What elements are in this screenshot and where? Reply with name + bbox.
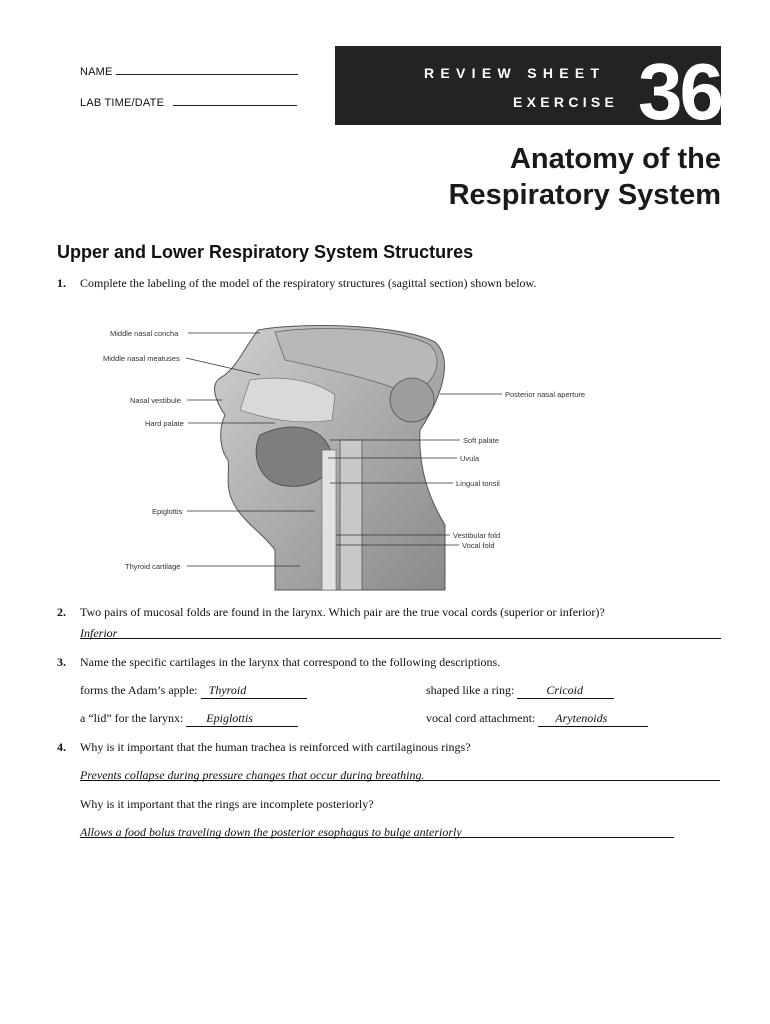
q3-item-ring: [426, 683, 614, 699]
q2-number: 2.: [57, 605, 66, 619]
tongue: [256, 427, 332, 486]
q3-number: 3.: [57, 655, 66, 669]
page-title-line2: Respiratory System: [448, 179, 721, 211]
label-posterior-nasal-aperture: Posterior nasal aperture: [505, 390, 586, 399]
q3-answer-line-adams-apple[interactable]: [201, 683, 307, 699]
q3-answer-vocal-cord: Arytenoids: [555, 711, 608, 725]
q4-answer2: Allows a food bolus traveling down the posterior esophagus to bulge anteriorly: [80, 825, 462, 839]
q4-text: Why is it important that the human trachea is reinforced with cartilaginous rings?: [80, 740, 471, 754]
review-sheet-banner: [335, 46, 721, 136]
name-label: NAME: [80, 66, 113, 78]
page-title-line1: Anatomy of the: [509, 143, 721, 175]
label-lingual-tonsil: Lingual tonsil: [456, 479, 500, 488]
cerebellum: [390, 378, 434, 422]
labtime-field[interactable]: [80, 95, 297, 109]
label-middle-nasal-concha: Middle nasal concha: [110, 329, 179, 338]
q3-answer-line-lid[interactable]: [186, 711, 298, 727]
spine: [340, 440, 362, 590]
label-thyroid-cartilage: Thyroid cartilage: [125, 562, 181, 571]
q4-text2: Why is it important that the rings are incomplete posteriorly?: [80, 797, 374, 811]
q3-prompt-ring: shaped like a ring:: [426, 683, 515, 697]
q4-answer2-line[interactable]: [80, 823, 674, 838]
exercise-label: EXERCISE: [513, 94, 619, 110]
q3-answer-lid: Epiglottis: [206, 711, 253, 725]
sagittal-section-illustration: [100, 320, 600, 595]
name-field[interactable]: [80, 64, 298, 78]
page-title: [449, 141, 721, 213]
label-hard-palate: Hard palate: [145, 419, 184, 428]
q3-prompt-lid: a “lid” for the larynx:: [80, 711, 184, 725]
label-vocal-fold: Vocal fold: [462, 541, 495, 550]
airway: [322, 450, 336, 590]
q3-answer-ring: Cricoid: [546, 683, 583, 697]
q3-item-adams-apple: [80, 683, 307, 699]
q4-answer-line[interactable]: [80, 766, 720, 781]
q3-item-lid: [80, 711, 298, 727]
label-nasal-vestibule: Nasal vestibule: [130, 396, 181, 405]
exercise-number: 36: [638, 47, 721, 136]
q2-answer-line[interactable]: [80, 624, 721, 639]
q2-answer: Inferior: [80, 626, 118, 640]
q4-number: 4.: [57, 740, 66, 754]
q1-number: 1.: [57, 276, 66, 290]
q2-text: Two pairs of mucosal folds are found in the larynx. Which pair are the true vocal cords (superior or inferior)?: [80, 605, 605, 619]
q3-answer-line-ring[interactable]: [517, 683, 614, 699]
q3-item-vocal-cord: [426, 711, 648, 727]
q3-prompt-adams-apple: forms the Adam’s apple:: [80, 683, 198, 697]
labtime-input-line[interactable]: [173, 95, 297, 106]
q3-answer-line-vocal-cord[interactable]: [538, 711, 648, 727]
q3-text: Name the specific cartilages in the larynx that correspond to the following descriptions.: [80, 655, 501, 669]
label-epiglottis: Epiglottis: [152, 507, 183, 516]
name-input-line[interactable]: [116, 64, 298, 75]
q3-answer-adams-apple: Thyroid: [208, 683, 247, 697]
labtime-label: LAB TIME/DATE: [80, 97, 165, 109]
review-sheet-label: REVIEW SHEET: [424, 65, 606, 81]
label-middle-nasal-meatuses: Middle nasal meatuses: [103, 354, 180, 363]
q4-answer: Prevents collapse during pressure changes that occur during breathing.: [80, 768, 425, 782]
section-heading: Upper and Lower Respiratory System Structures: [57, 242, 474, 262]
label-soft-palate: Soft palate: [463, 436, 499, 445]
q3-prompt-vocal-cord: vocal cord attachment:: [426, 711, 536, 725]
q1-text: Complete the labeling of the model of the respiratory structures (sagittal section) shown below.: [80, 276, 537, 290]
label-uvula: Uvula: [460, 454, 480, 463]
label-vestibular-fold: Vestibular fold: [453, 531, 501, 540]
sagittal-section-figure: [100, 320, 600, 595]
